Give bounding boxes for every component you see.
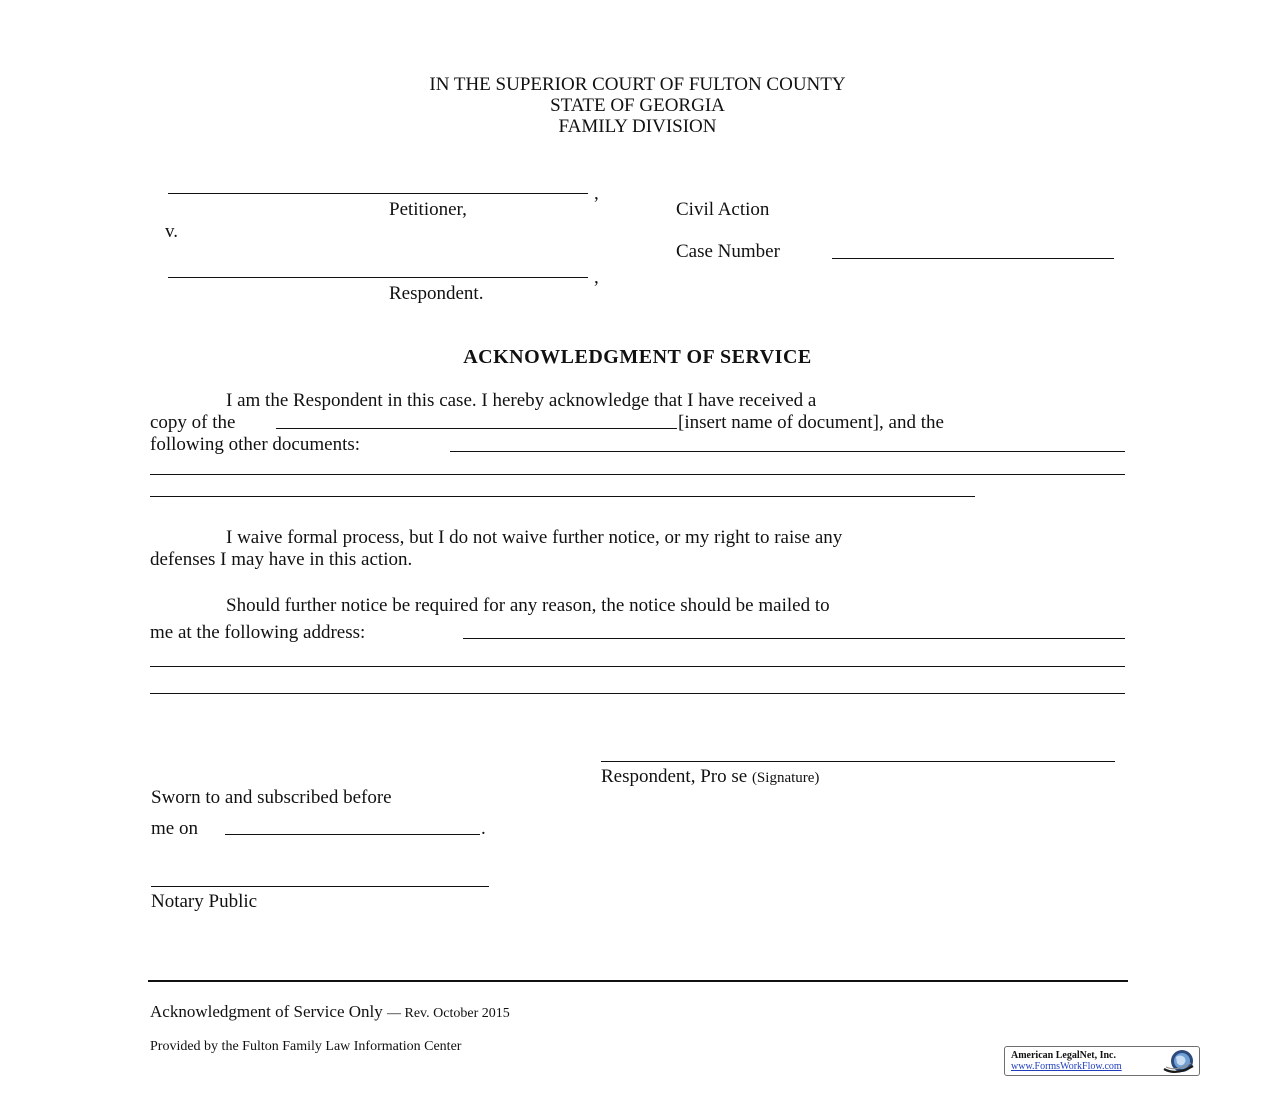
notary-date-period: . [481,818,486,839]
para2-line2: defenses I may have in this action. [150,549,413,570]
para2-line1: I waive formal process, but I do not waive further notice, or my right to raise any [226,527,843,548]
petitioner-comma: , [594,183,599,204]
respondent-comma: , [594,267,599,288]
division-name: FAMILY DIVISION [558,116,717,137]
footer-provided-by: Provided by the Fulton Family Law Information Center [150,1039,462,1054]
badge-url-link[interactable]: www.FormsWorkFlow.com [1011,1061,1122,1072]
para1-line1: I am the Respondent in this case. I hereby acknowledge that I have received a [226,390,817,411]
court-name: IN THE SUPERIOR COURT OF FULTON COUNTY [429,74,846,95]
other-documents-line-2[interactable] [150,474,1125,475]
para1-copy-suffix: [insert name of document], and the [678,412,944,433]
globe-logo-icon [1162,1048,1196,1074]
signature-label-small: (Signature) [751,770,820,786]
footer-revision: — Rev. October 2015 [387,1006,510,1021]
petitioner-label: Petitioner, [389,199,467,220]
para3-line1: Should further notice be required for any reason, the notice should be mailed to [226,595,830,616]
civil-action-label: Civil Action [676,199,770,220]
petitioner-name-line[interactable] [168,193,588,194]
document-name-line[interactable] [276,428,677,429]
notary-public-label: Notary Public [151,891,258,912]
signature-label-text: Respondent, Pro se [601,766,748,787]
versus-label: v. [165,221,179,242]
sworn-text: Sworn to and subscribed before [151,787,392,808]
footer-form-name-row [150,1002,510,1024]
footer-form-name: Acknowledgment of Service Only [150,1002,383,1021]
notary-signature-line[interactable] [151,886,489,887]
notary-date-line[interactable] [225,834,480,835]
address-line-2[interactable] [150,666,1125,667]
para1-copy-prefix: copy of the [150,412,236,433]
respondent-name-line[interactable] [168,277,588,278]
address-line-1[interactable] [463,638,1125,639]
respondent-signature-line[interactable] [601,761,1115,762]
respondent-label: Respondent. [389,283,484,304]
american-legalnet-badge[interactable] [1004,1046,1200,1076]
address-line-3[interactable] [150,693,1125,694]
other-documents-line-1[interactable] [450,451,1125,452]
footer-divider [148,980,1128,982]
state-name: STATE OF GEORGIA [550,95,725,116]
me-on-label: me on [151,818,198,839]
case-number-line[interactable] [832,258,1114,259]
case-number-label: Case Number [676,241,780,262]
para3-address-label: me at the following address: [150,622,366,643]
document-title: ACKNOWLEDGMENT OF SERVICE [463,346,812,368]
badge-company-name: American LegalNet, Inc. [1011,1050,1116,1061]
respondent-signature-label [601,766,819,789]
other-documents-line-3[interactable] [150,496,975,497]
para1-following: following other documents: [150,434,361,455]
